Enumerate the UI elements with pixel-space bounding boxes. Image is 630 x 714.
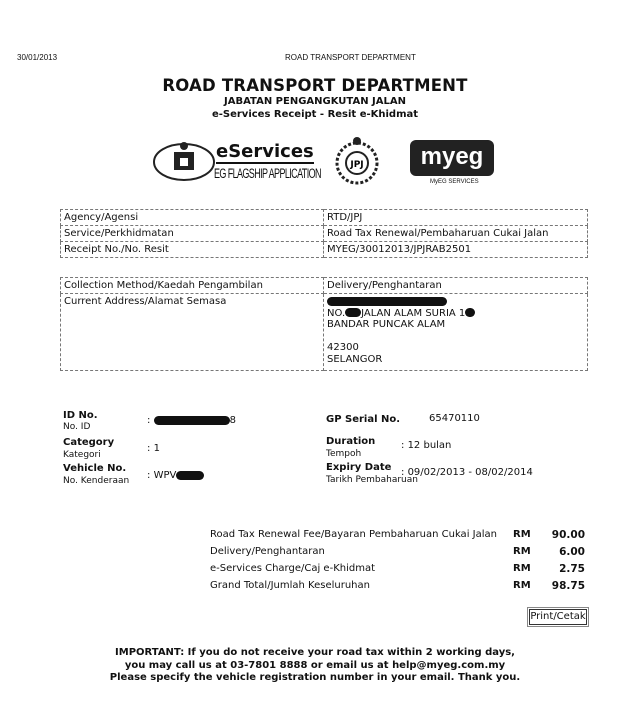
- gp-serial-label: GP Serial No.: [326, 414, 401, 425]
- id-sublabel: No. ID: [63, 422, 91, 432]
- grand-total-label: Grand Total/Jumlah Keseluruhan: [210, 580, 370, 591]
- page-header: ROAD TRANSPORT DEPARTMENT: [285, 53, 416, 62]
- id-value: [147, 415, 236, 426]
- notice-line: Please specify the vehicle registration number in your email. Thank you.: [109, 672, 521, 683]
- fee-row: [210, 529, 585, 546]
- receipt-no-value: MYEG/30012013/JPJRAB2501: [324, 242, 588, 258]
- expiry-value: [401, 467, 533, 478]
- colon: :: [401, 440, 405, 451]
- address-value: [324, 294, 588, 371]
- address-state: SELANGOR: [327, 353, 383, 365]
- svg-text:JPJ: JPJ: [350, 160, 364, 170]
- print-date: 30/01/2013: [17, 53, 58, 62]
- address-label: Current Address/Alamat Semasa: [61, 294, 324, 371]
- fee-label: e-Services Charge/Caj e-Khidmat: [210, 563, 375, 574]
- category-number: 1: [153, 443, 160, 454]
- address-line1: JALAN ALAM SURIA 1: [361, 307, 466, 319]
- fee-label: Road Tax Renewal Fee/Bayaran Pembaharuan Cukai Jalan: [210, 529, 497, 540]
- fee-currency: RM: [513, 580, 531, 591]
- eservices-logo-text: eServices: [216, 141, 314, 162]
- eservices-tagline: EG FLAGSHIP APPLICATION: [214, 166, 321, 181]
- vehicle-label: Vehicle No.: [63, 463, 127, 474]
- table-row: [61, 226, 588, 242]
- notice-line: IMPORTANT: If you do not receive your road tax within 2 working days,: [115, 647, 515, 658]
- address-line2: BANDAR PUNCAK ALAM: [327, 319, 446, 330]
- fee-currency: RM: [513, 529, 531, 540]
- colon: :: [147, 470, 151, 481]
- fee-currency: RM: [513, 563, 531, 574]
- delivery-info-table: [60, 277, 588, 371]
- notice-line: you may call us at 03-7801 8888 or email us at help@myeg.com.my: [124, 659, 506, 671]
- receipt-title: e-Services Receipt - Resit e-Khidmat: [211, 109, 419, 120]
- receipt-no-label: Receipt No./No. Resit: [61, 242, 324, 258]
- duration-text: 12 bulan: [407, 440, 452, 451]
- fee-currency: RM: [513, 546, 531, 557]
- expiry-dates: 09/02/2013 - 08/02/2014: [407, 467, 533, 478]
- malaysia-coat-of-arms-logo: [152, 140, 216, 182]
- address-prefix: NO.: [327, 307, 346, 319]
- duration-label: Duration: [326, 436, 376, 447]
- print-button[interactable]: Print/Cetak: [529, 609, 587, 625]
- category-sublabel: Kategori: [63, 450, 101, 460]
- service-value: Road Tax Renewal/Pembaharuan Cukai Jalan: [324, 226, 588, 242]
- table-row: [61, 242, 588, 258]
- expiry-sublabel: Tarikh Pembaharuan: [326, 475, 418, 485]
- duration-sublabel: Tempoh: [326, 449, 362, 459]
- table-row: [61, 210, 588, 226]
- colon: :: [147, 443, 151, 454]
- jpj-emblem-logo: [333, 136, 381, 186]
- category-value: [147, 443, 160, 454]
- agency-value: RTD/JPJ: [324, 210, 588, 226]
- agency-label: Agency/Agensi: [61, 210, 324, 226]
- fee-row: [210, 546, 585, 563]
- service-label: Service/Perkhidmatan: [61, 226, 324, 242]
- redacted-street-no: [465, 308, 475, 317]
- colon: :: [401, 467, 405, 478]
- page-subtitle: JABATAN PENGANGKUTAN JALAN: [223, 96, 406, 107]
- redacted-id: [154, 416, 230, 425]
- table-row: [61, 294, 588, 371]
- receipt-info-table: [60, 209, 588, 258]
- myeg-logo: myeg: [410, 140, 494, 176]
- myeg-tagline: MyEG SERVICES: [430, 179, 479, 185]
- fee-label: Delivery/Penghantaran: [210, 546, 325, 557]
- grand-total-amount: 98.75: [551, 580, 585, 592]
- fee-amount: 2.75: [559, 563, 585, 575]
- duration-value: [401, 440, 451, 451]
- redacted-name: [327, 297, 447, 306]
- fee-amount: 6.00: [559, 546, 585, 558]
- collection-method-label: Collection Method/Kaedah Pengambilan: [61, 278, 324, 294]
- collection-method-value: Delivery/Penghantaran: [324, 278, 588, 294]
- gp-serial-value: 65470110: [429, 413, 480, 424]
- id-label: ID No.: [63, 410, 98, 421]
- grand-total-row: [210, 580, 585, 597]
- fee-amount: 90.00: [551, 529, 585, 541]
- expiry-label: Expiry Date: [326, 462, 392, 473]
- category-label: Category: [63, 437, 115, 448]
- vehicle-value: [147, 470, 204, 481]
- page-title: ROAD TRANSPORT DEPARTMENT: [162, 76, 468, 95]
- important-notice: [0, 647, 630, 685]
- table-row: [61, 278, 588, 294]
- vehicle-sublabel: No. Kenderaan: [63, 476, 130, 486]
- fee-breakdown: [210, 529, 585, 597]
- colon: :: [147, 415, 151, 426]
- fee-row: [210, 563, 585, 580]
- redacted-house-no: [345, 308, 361, 317]
- vehicle-prefix: WPV: [153, 470, 177, 481]
- redacted-plate: [176, 471, 204, 480]
- address-postcode: 42300: [327, 342, 359, 353]
- id-suffix: 8: [229, 415, 236, 426]
